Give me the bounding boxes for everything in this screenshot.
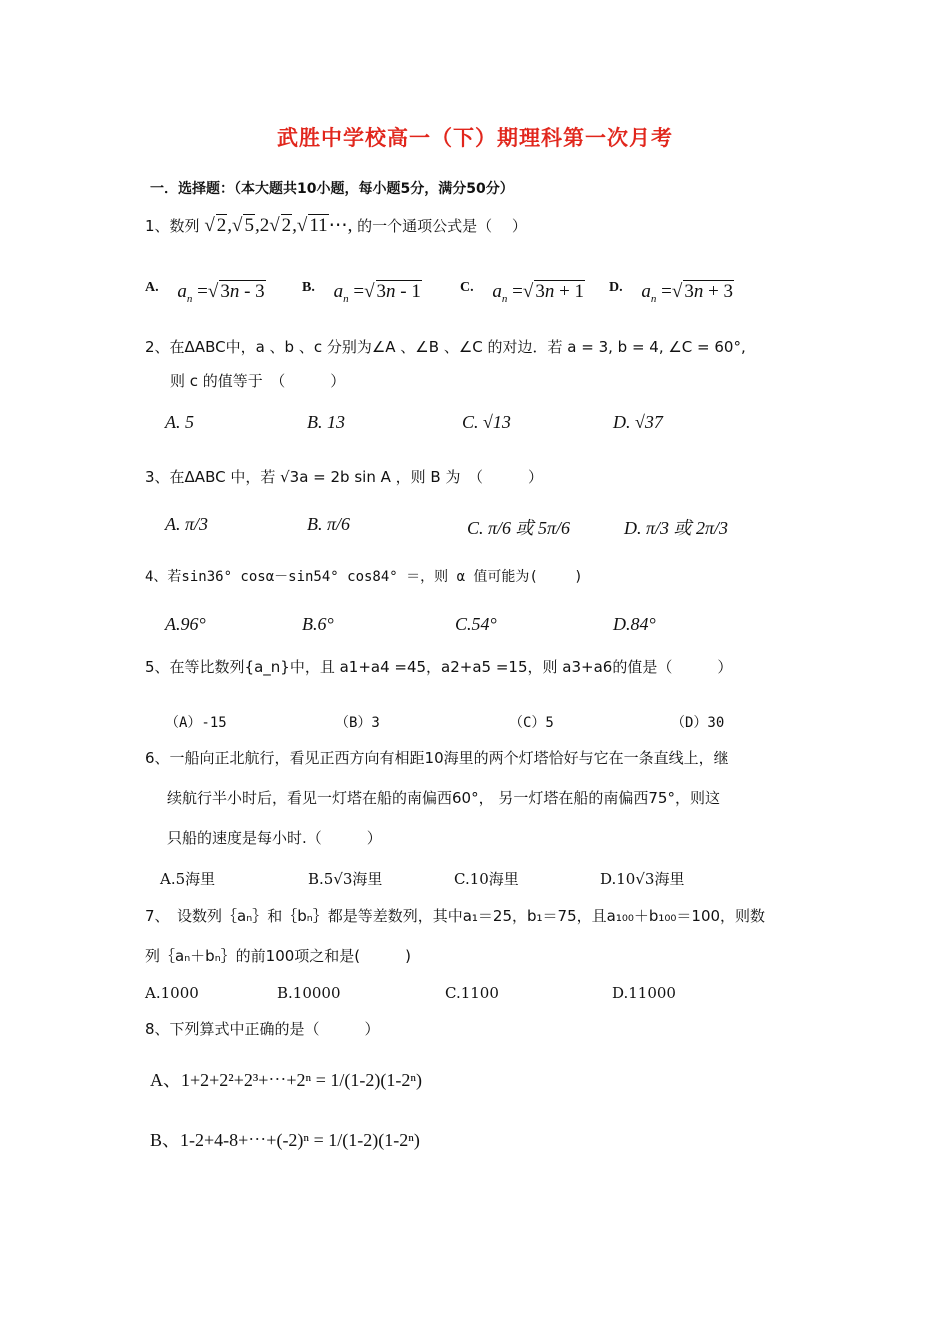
q7-line-1: 7、 设数列｛aₙ｝和｛bₙ｝都是等差数列，其中a₁＝25，b₁＝75，且a₁₀₀＋b₁₀₀＝100，则数: [145, 907, 766, 925]
q1-option-c[interactable]: C. $a_n$ =√ 3n + 1: [460, 280, 585, 305]
question-8: 8、下列算式中正确的是（ ）: [145, 1020, 380, 1038]
question-2-line-1: 2、在ΔABC中，a 、b 、c 分别为∠A 、∠B 、∠C 的对边．若 a = 3, b = 4, ∠C = 60°,: [145, 338, 746, 356]
exam-title: 武胜中学校高一（下）期理科第一次月考: [277, 126, 673, 150]
q6-option-a[interactable]: A.5海里: [160, 870, 216, 888]
question-3: 3、在ΔABC 中，若 √3a = 2b sin A ，则 B 为 （ ）: [145, 468, 543, 486]
q4-option-c[interactable]: C.54°: [455, 614, 497, 634]
question-7: [145, 896, 810, 976]
q7-option-b[interactable]: B.10000: [277, 984, 341, 1002]
q2-option-b[interactable]: B. 13: [307, 412, 345, 432]
q5-option-d[interactable]: （D）30: [671, 715, 725, 731]
q7-option-c[interactable]: C.1100: [445, 984, 499, 1002]
q1-text-hidden: 1、数列: [145, 217, 200, 235]
q1-option-d[interactable]: D. $a_n$ =√ 3n + 3: [609, 280, 734, 305]
section-heading-multiple-choice: 一．选择题：（本大题共10小题，每小题5分，满分50分）: [150, 181, 514, 197]
question-4: 4、若sin36° cosα－sin54° cos84° ＝，则 α 值可能为( ): [145, 569, 583, 585]
q1-tail: 的一个通项公式是（ ）: [357, 217, 527, 235]
q1-sequence: √ 2,√ 5,2√ 2,√ 11⋯,: [204, 215, 353, 236]
q6-line-2: 续航行半小时后，看见一灯塔在船的南偏西60°， 另一灯塔在船的南偏西75°，则这: [167, 789, 720, 807]
q5-option-a[interactable]: （A）-15: [165, 715, 227, 731]
q7-option-a[interactable]: A.1000: [145, 984, 199, 1002]
q4-option-b[interactable]: B.6°: [302, 614, 334, 634]
question-2-line-2: 则 c 的值等于 （ ）: [170, 372, 346, 390]
q6-option-d[interactable]: D.10√3海里: [600, 870, 685, 888]
question-1: [145, 214, 527, 237]
q6-option-b[interactable]: B.5√3海里: [308, 870, 383, 888]
question-5: 5、在等比数列{a_n}中，且 a1+a4 =45，a2+a5 =15，则 a3+a6的值是（ ）: [145, 658, 733, 676]
q7-line-2: 列｛aₙ＋bₙ｝的前100项之和是( ): [145, 947, 412, 965]
q3-option-c[interactable]: C. π/6 或 5π/6: [467, 518, 571, 538]
q2-option-a[interactable]: A. 5: [165, 412, 194, 432]
q8-option-a[interactable]: A、1+2+2²+2³+⋯+2ⁿ = 1/(1-2)(1-2ⁿ): [150, 1070, 423, 1090]
q1-option-b[interactable]: B. $a_n$ =√ 3n - 1: [302, 280, 421, 305]
q4-option-a[interactable]: A.96°: [165, 614, 206, 634]
q8-option-b[interactable]: B、1-2+4-8+⋯+(-2)ⁿ = 1/(1-2)(1-2ⁿ): [150, 1130, 420, 1150]
q5-option-b[interactable]: （B）3: [335, 715, 380, 731]
q7-option-d[interactable]: D.11000: [612, 984, 676, 1002]
q3-option-b[interactable]: B. π/6: [307, 514, 351, 534]
q4-option-d[interactable]: D.84°: [613, 614, 656, 634]
q5-option-c[interactable]: （C）5: [509, 715, 554, 731]
q3-option-d[interactable]: D. π/3 或 2π/3: [624, 518, 729, 538]
q6-line-3: 只船的速度是每小时.（ ）: [167, 829, 382, 847]
q2-option-c[interactable]: C. √13: [462, 412, 511, 432]
q6-option-c[interactable]: C.10海里: [454, 870, 519, 888]
q1-option-a[interactable]: A. $a_n$ =√ 3n - 3: [145, 280, 265, 305]
q3-option-a[interactable]: A. π/3: [165, 514, 209, 534]
q2-option-d[interactable]: D. √37: [613, 412, 663, 432]
question-6: [145, 738, 810, 858]
q6-line-1: 6、一船向正北航行，看见正西方向有相距10海里的两个灯塔恰好与它在一条直线上，继: [145, 749, 729, 767]
